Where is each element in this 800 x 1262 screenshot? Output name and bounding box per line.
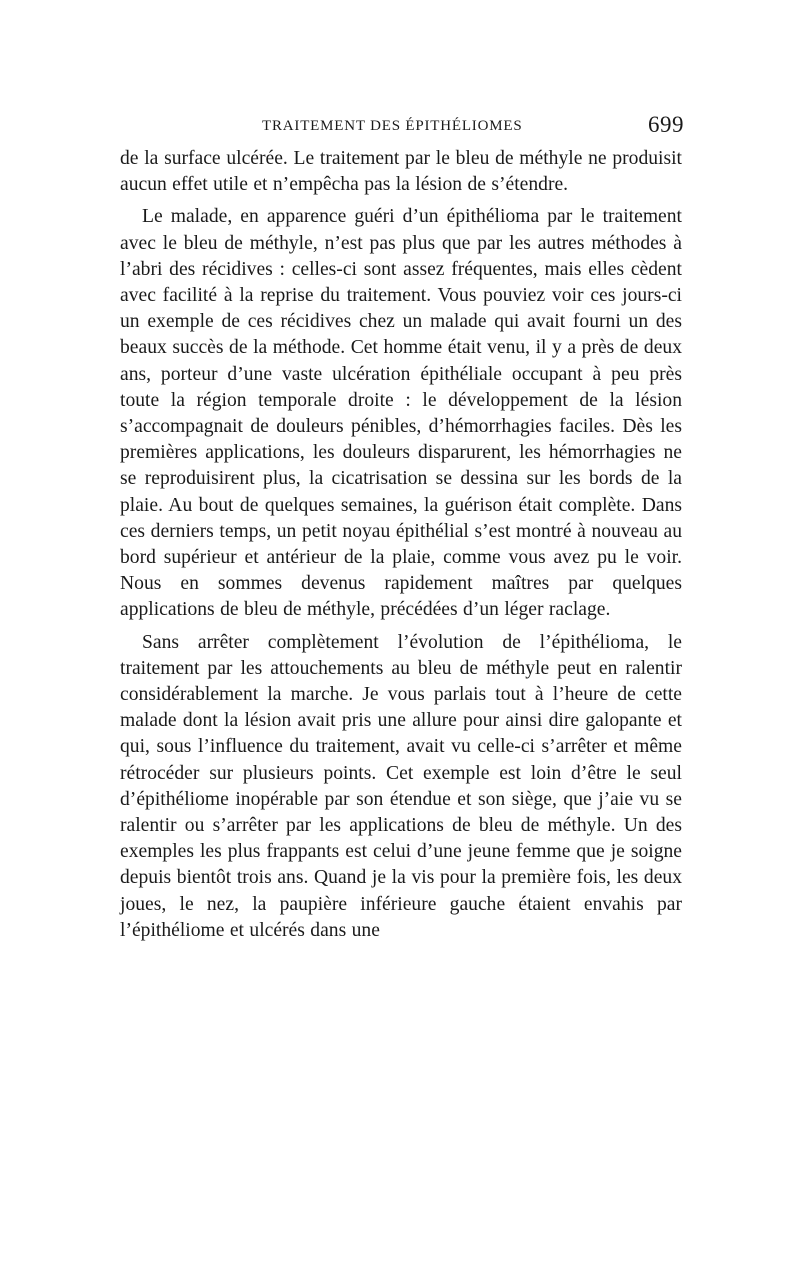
paragraph-continued: de la surface ulcérée. Le traitement par le bleu de méthyle ne produisit aucun effet utile et n’empêcha pas la lésion de s’étendre.: [120, 148, 682, 196]
body-text: [120, 146, 682, 944]
page-number: 699: [648, 112, 684, 137]
book-page: [120, 112, 682, 944]
running-title: TRAITEMENT DES ÉPITHÉLIOMES: [262, 118, 523, 134]
paragraph-recurrence: Le malade, en apparence guéri d’un épithélioma par le traitement avec le bleu de méthyle, n’est pas plus que par les autres méthodes à l’abri des récidives : celles-ci sont assez fréquentes, mais elles cèdent avec facilité à la reprise du traitement. Vous pouviez voir ces jours-ci un exemple de ces récidives chez un malade qui avait fourni un des beaux succès de la méthode. Cet homme était venu, il y a près de deux ans, porteur d’une vaste ulcération épithéliale occupant à peu près toute la région temporale droite : le développement de la lésion s’accompagnait de douleurs pénibles, d’hémorrhagies faciles. Dès les premières applications, les douleurs disparurent, les hémorrhagies ne se reproduisirent plus, la cicatrisation se dessina sur les bords de la plaie. Au bout de quelques semaines, la guérison était complète. Dans ces derniers temps, un petit noyau épithélial s’est montré à nouveau au bord supérieur et antérieur de la plaie, comme vous avez pu le voir. Nous en sommes devenus rapidement maîtres par quelques applications de bleu de méthyle, précédées d’un léger raclage.: [120, 206, 682, 621]
paragraph-slowing: Sans arrêter complètement l’évolution de l’épithélioma, le traitement par les attouchements au bleu de méthyle peut en ralentir considérablement la marche. Je vous parlais tout à l’heure de cette malade dont la lésion avait pris une allure pour ainsi dire galopante et qui, sous l’influence du traitement, avait vu celle-ci s’arrêter et même rétrocéder sur plusieurs points. Cet exemple est loin d’être le seul d’épithéliome inopérable par son étendue et son siège, que j’aie vu se ralentir ou s’arrêter par les applications de bleu de méthyle. Un des exemples les plus frappants est celui d’une jeune femme que je soigne depuis bientôt trois ans. Quand je la vis pour la première fois, les deux joues, le nez, la paupière inférieure gauche étaient envahis par l’épithéliome et ulcérés dans une: [120, 631, 682, 941]
running-header: [120, 112, 682, 146]
